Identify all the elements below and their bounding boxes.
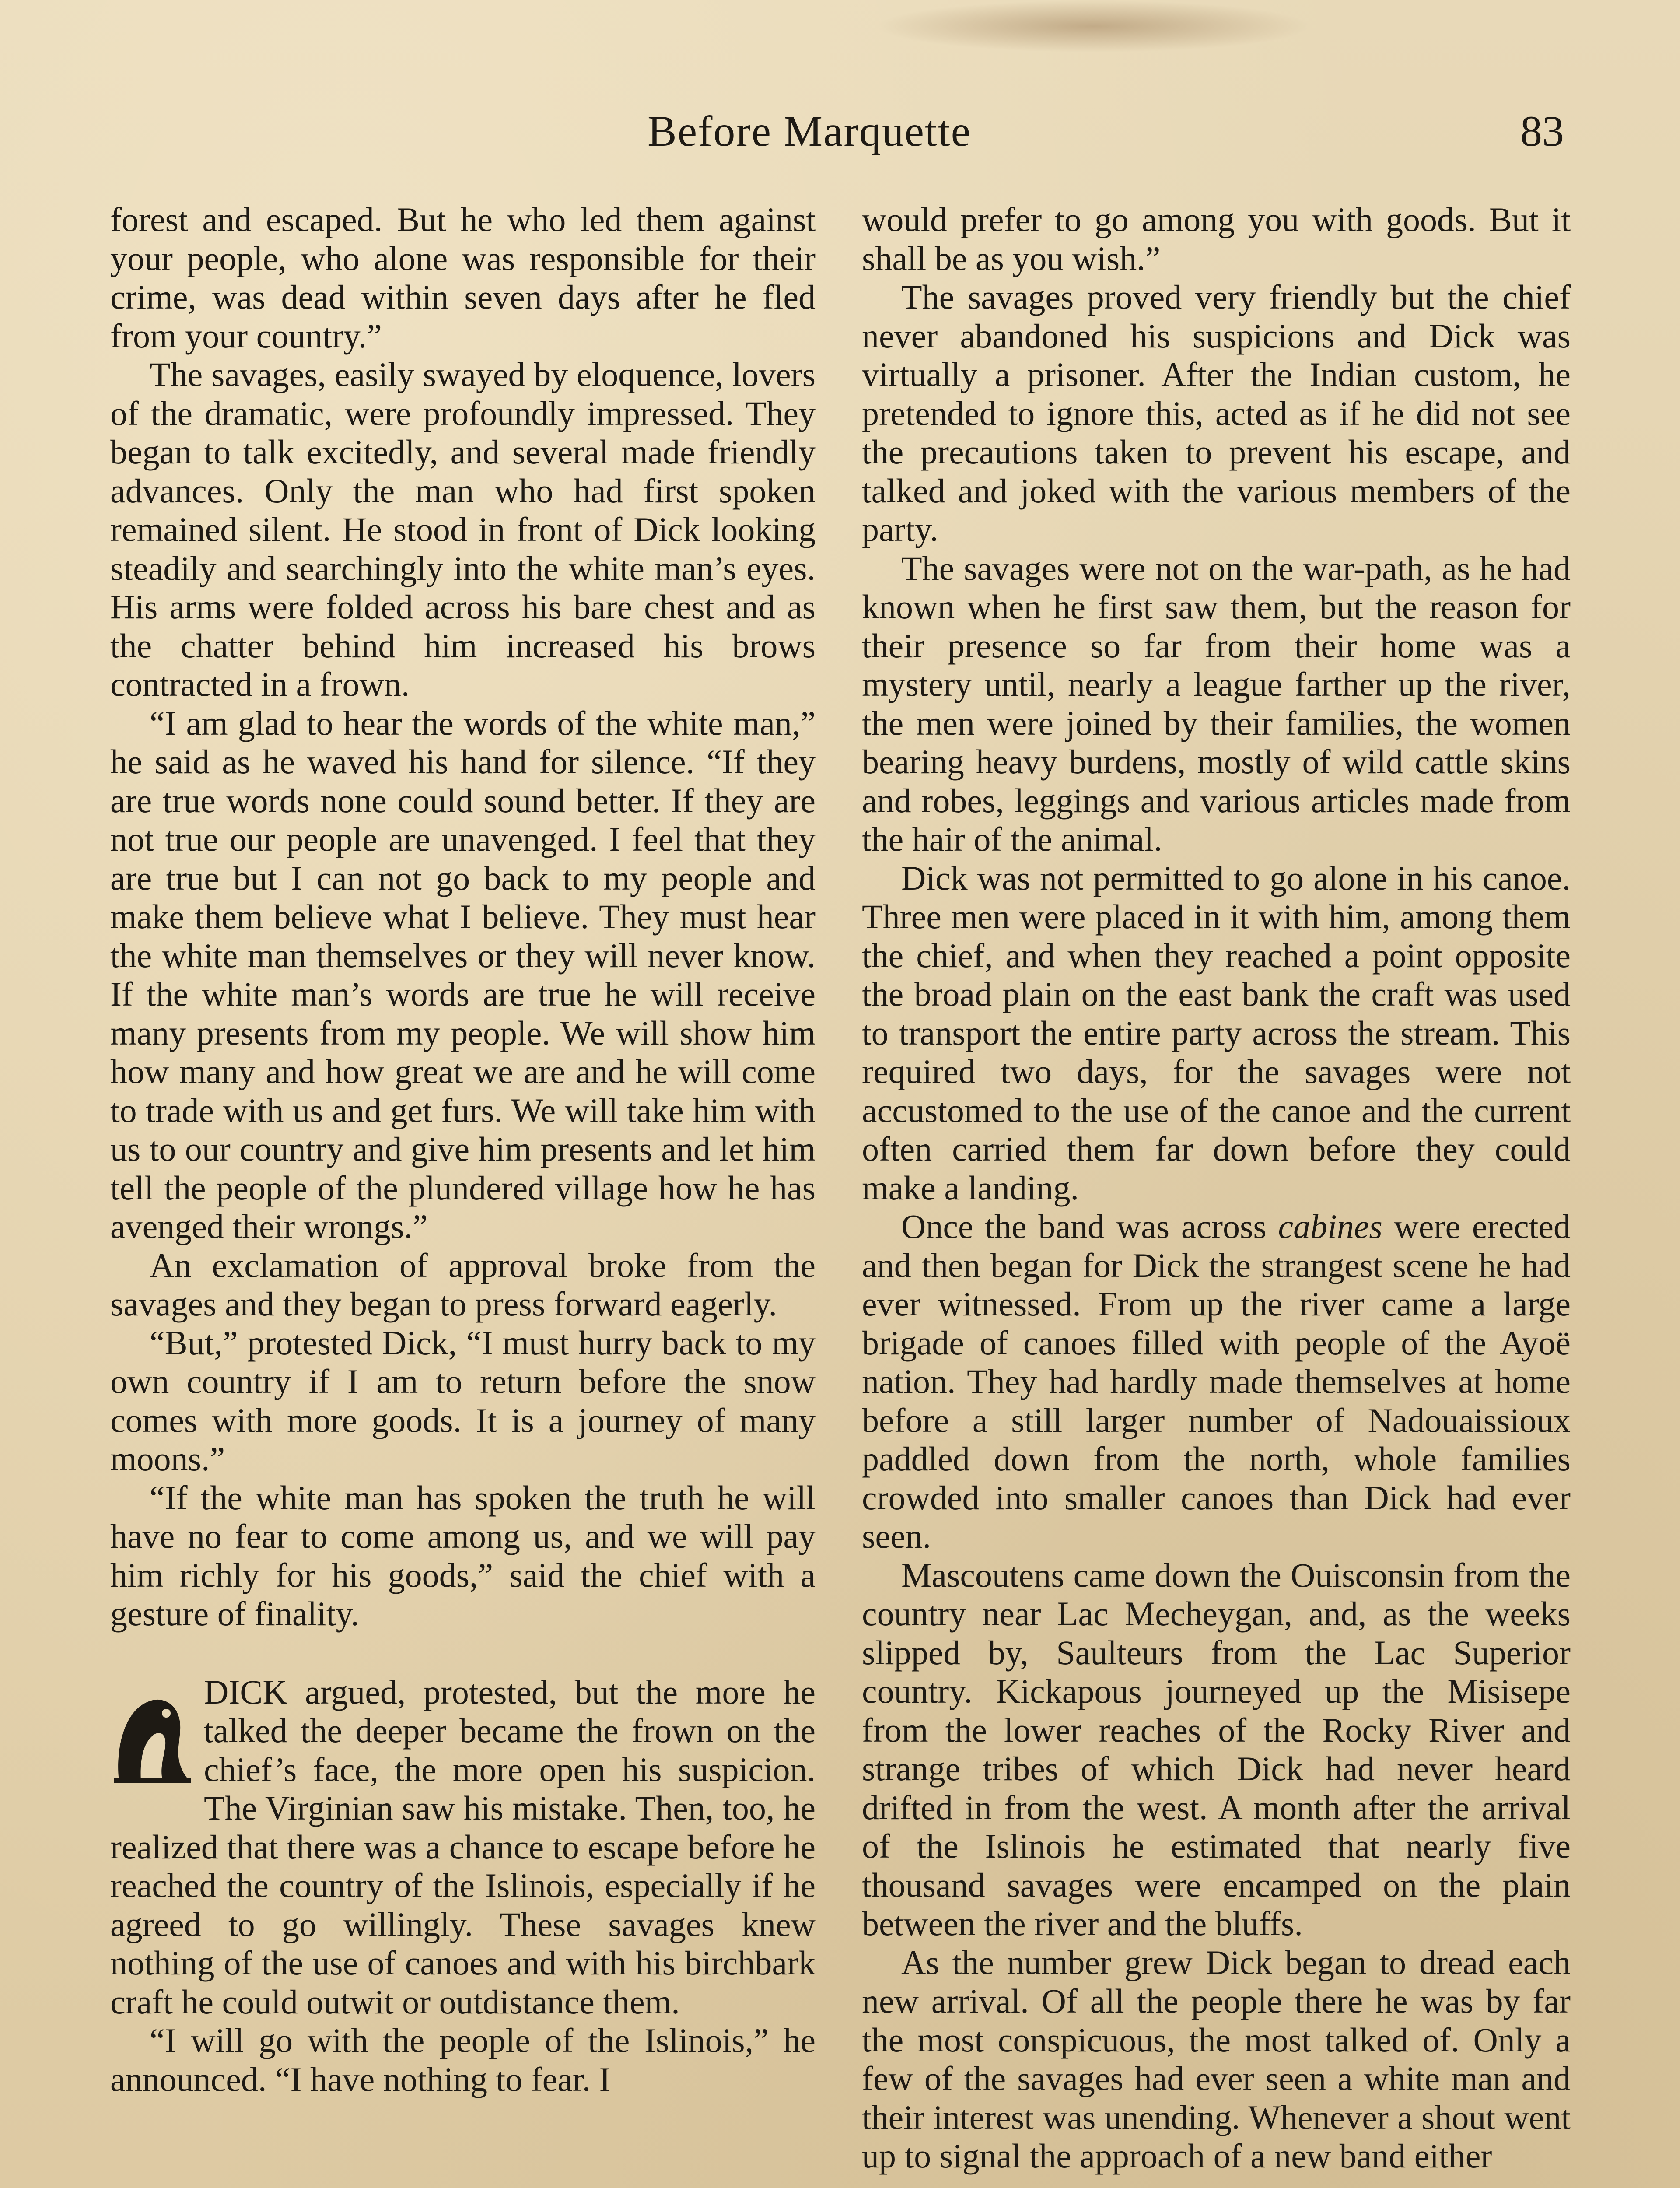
page-number: 83 [1520,107,1564,155]
paragraph: Dick was not permitted to go alone in his canoe. Three men were placed in it with him, among them the chief, and when they reached a point opposite the broad plain on the east bank the craft was used to transport the entire party across the stream. This required two days, for the savages were not accustomed to the use of the canoe and the current often carried them far down before they could make a landing. [862,859,1571,1207]
paragraph: “I will go with the people of the Islinois,” he announced. “I have nothing to fear. I [110,2021,816,2098]
italic-word: cabines [1278,1207,1382,1245]
running-header [0,98,1680,164]
paragraph: “I am glad to hear the words of the white man,” he said as he waved his hand for silence. “If they are true words none could sound better. If they are not true our people are unavenged. I feel that they are true but I can not go back to my people and make them believe what I believe. They must hear the white man themselves or they will never know. If the white man’s words are true he will receive many presents from my people. We will show him how many and how great we are and he will come to trade with us and get furs. We will take him with us to our country and give him presents and let him tell the people of the plundered village how he has avenged their wrongs.” [110,704,816,1245]
paragraph-cabines [862,1207,1571,1556]
text-run: Once the band was across [901,1207,1278,1245]
text-run: were erected and then began for Dick the strangest scene he had ever witnessed. From up the river came a large brigade of canoes filled with people of the Ayoë nation. They had hardly made themselves at home before a still larger number of Nadouaissioux paddled down from the north, whole families crowded into smaller canoes than Dick had ever seen. [862,1207,1571,1555]
running-title: Before Marquette [648,107,972,155]
paragraph: “If the white man has spoken the truth he will have no fear to come among us, and we will pay him richly for his goods,” said the chief with a gesture of finality. [110,1478,816,1633]
dropcap-figure-icon [110,1684,192,1785]
dropcap-paragraph [110,1673,816,2022]
paragraph: would prefer to go among you with goods. But it shall be as you wish.” [862,200,1571,277]
paper-stain [875,0,1312,53]
paragraph: An exclamation of approval broke from the savages and they began to press forward eagerly. [110,1246,816,1323]
dropcap-ornament [110,1678,192,1791]
dropcap-text: DICK argued, protested, but the more he talked the deeper became the frown on the chief’s face, the more open his suspicion. The Virginian saw his mistake. Then, too, he realized that there was a chance to escape before he reached the country of the Islinois, especially if he agreed to go willingly. These savages knew nothing of the use of canoes and with his birchbark craft he could outwit or outdistance them. [110,1673,816,2021]
paragraph: The savages were not on the war-path, as he had known when he first saw them, but the reason for their presence so far from their home was a mystery until, nearly a league farther up the river, the men were joined by their families, the women bearing heavy burdens, mostly of wild cattle skins and robes, leggings and various articles made from the hair of the animal. [862,549,1571,858]
left-column [110,200,816,2188]
paragraph: The savages, easily swayed by eloquence, lovers of the dramatic, were profoundly impressed. They began to talk excitedly, and several made friendly advances. Only the man who had first spoken remained silent. He stood in front of Dick looking steadily and searchingly into the white man’s eyes. His arms were folded across his bare chest and as the chatter behind him increased his brows contracted in a frown. [110,355,816,703]
right-column [862,200,1571,2188]
paragraph: “But,” protested Dick, “I must hurry back to my own country if I am to return before the snow comes with more goods. It is a journey of many moons.” [110,1323,816,1478]
paragraph: The savages proved very friendly but the chief never abandoned his suspicions and Dick was virtually a prisoner. After the Indian custom, he pretended to ignore this, acted as if he did not see the precautions taken to prevent his escape, and talked and joked with the various members of the party. [862,278,1571,548]
paragraph: Mascoutens came down the Ouisconsin from the country near Lac Mecheygan, and, as the weeks slipped by, Saulteurs from the Lac Superior country. Kickapous journeyed up the Misisepe from the lower reaches of the Rocky River and strange tribes of which Dick had never heard drifted in from the west. A month after the arrival of the Islinois he estimated that nearly five thousand savages were encamped on the plain between the river and the bluffs. [862,1556,1571,1943]
paragraph: forest and escaped. But he who led them against your people, who alone was responsible for their crime, was dead within seven days after he fled from your country.” [110,200,816,355]
paragraph: As the number grew Dick began to dread each new arrival. Of all the people there he was by far the most conspicuous, the most talked of. Only a few of the savages had ever seen a white man and their interest was unending. Whenever a shout went up to signal the approach of a new band either [862,1943,1571,2175]
section-break [110,1634,816,1673]
